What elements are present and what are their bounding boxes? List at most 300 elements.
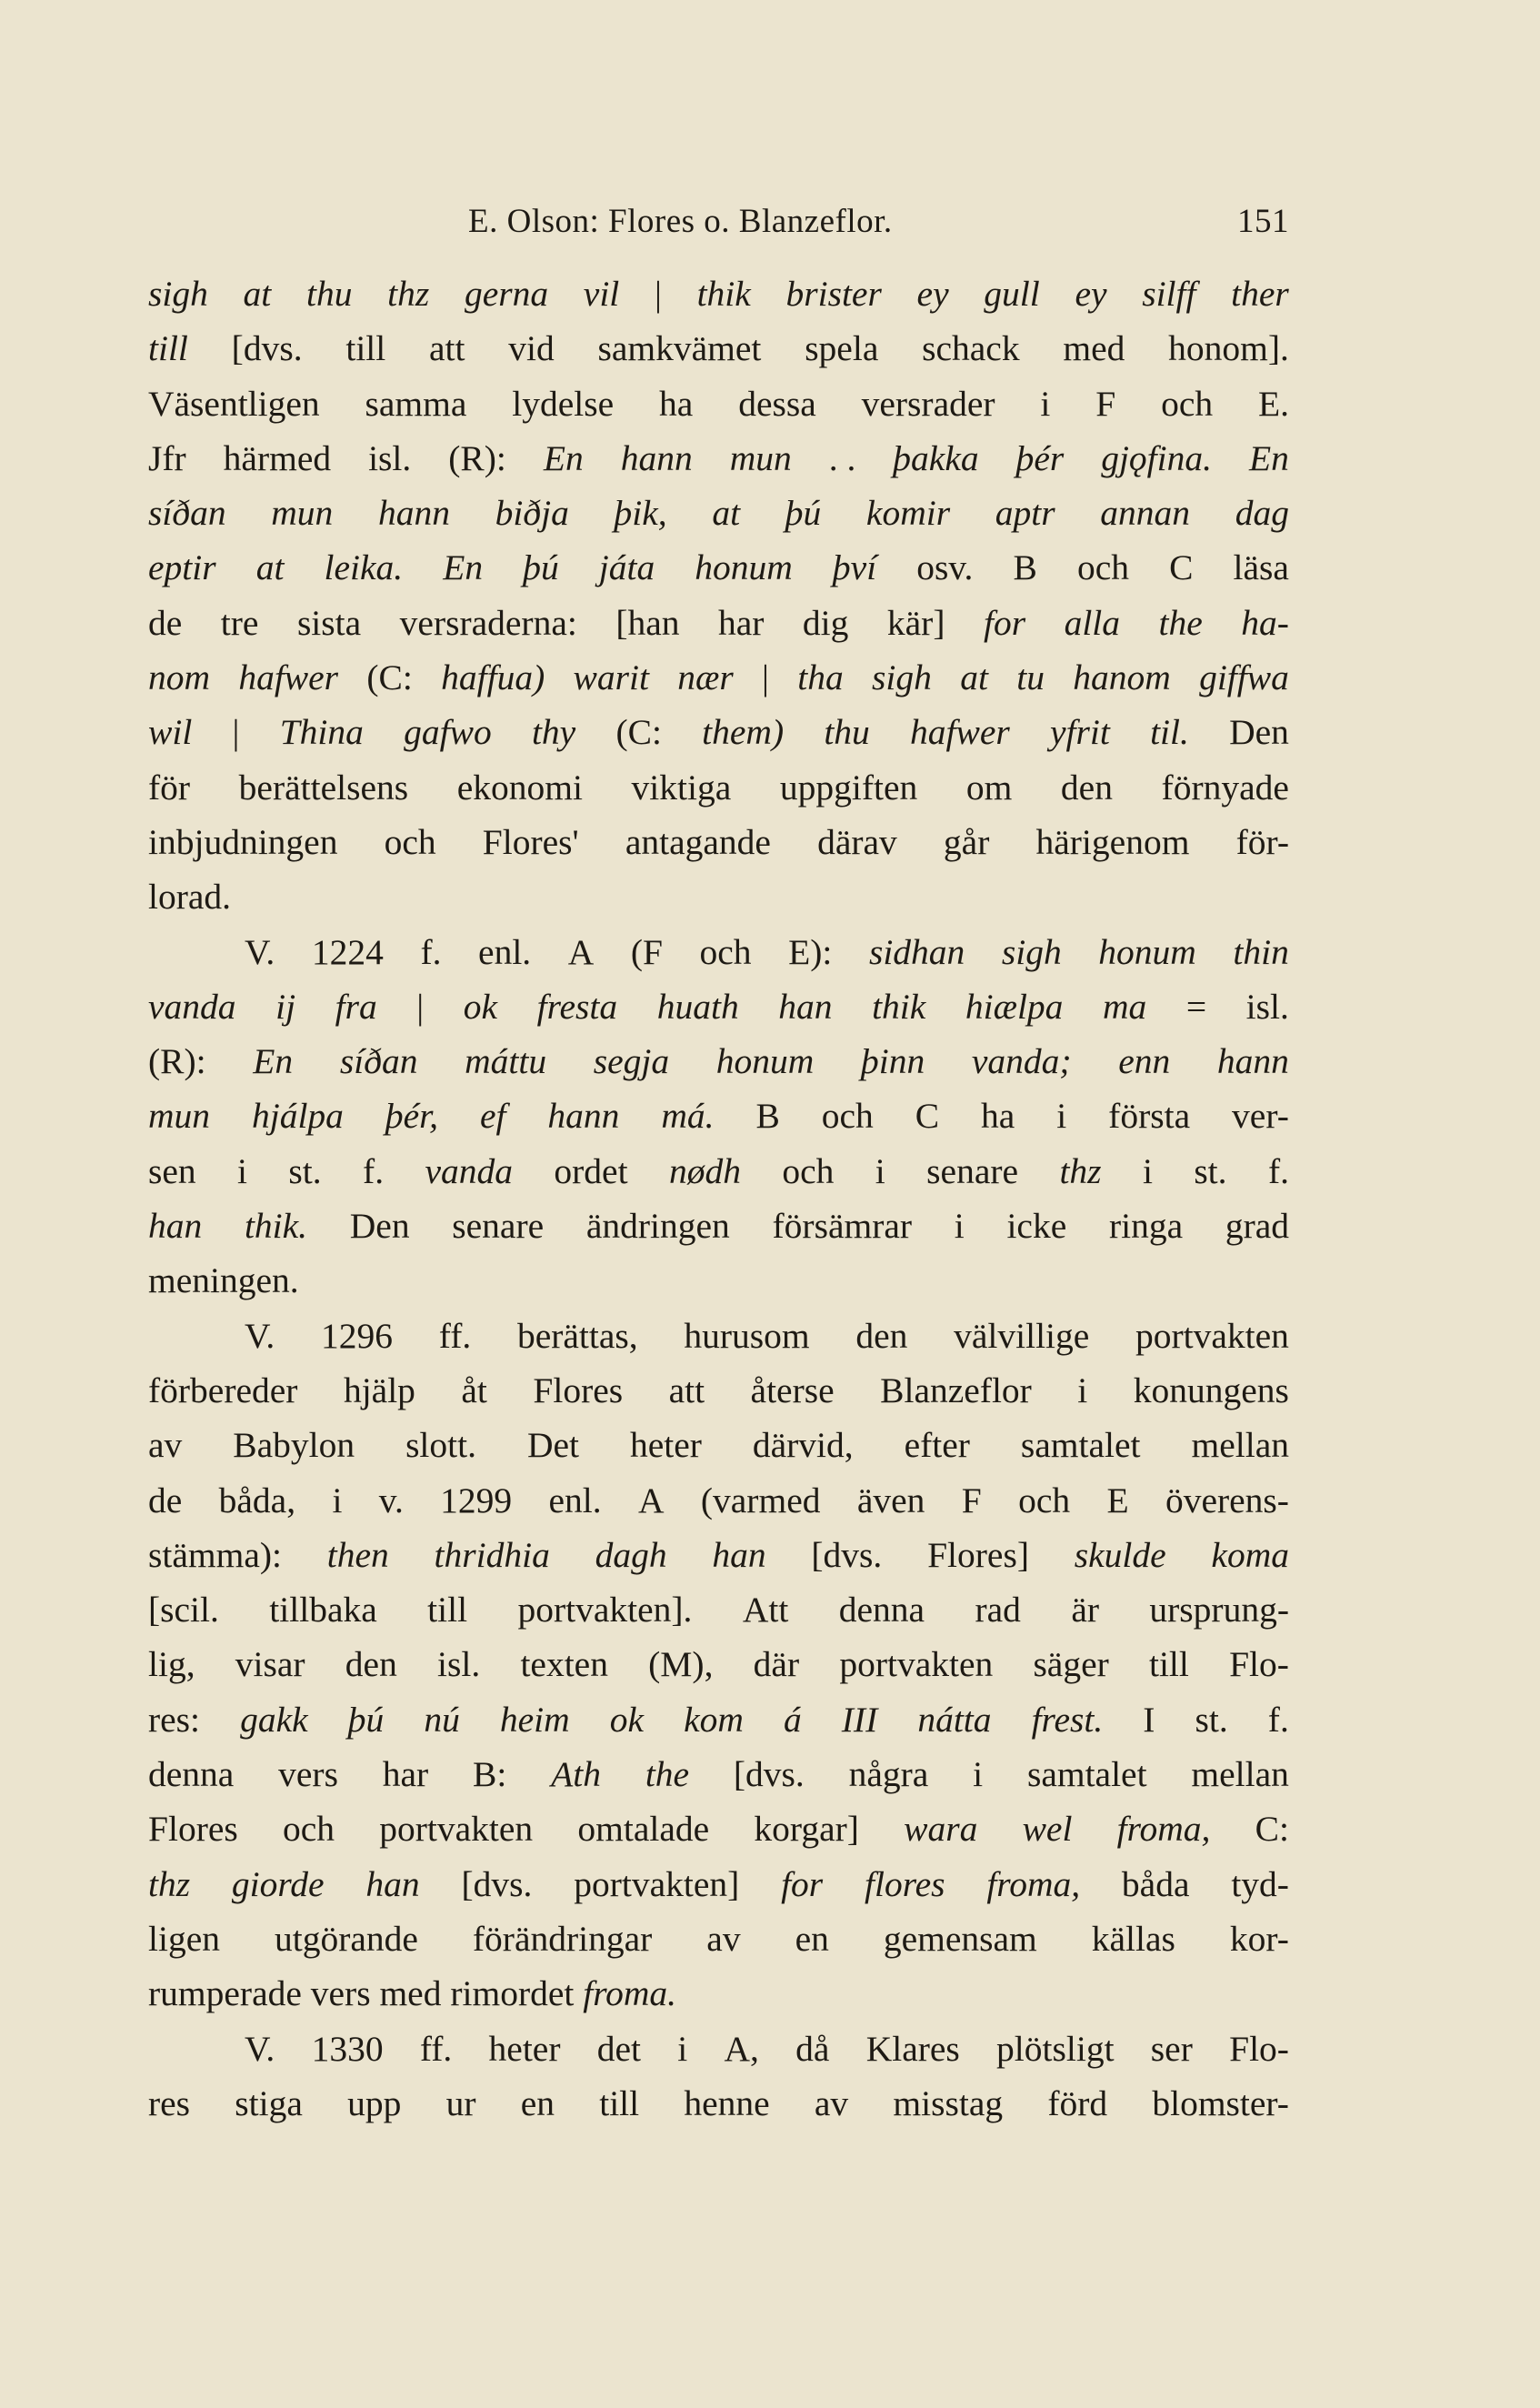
- word: hjálpa: [251, 1096, 344, 1137]
- word: stiga: [235, 2082, 303, 2123]
- word: aptr: [995, 493, 1055, 534]
- word: þú: [785, 493, 822, 534]
- word: gemensam: [883, 1918, 1037, 1959]
- word: sigh: [1001, 931, 1062, 972]
- word: [dvs.: [461, 1863, 533, 1904]
- word: kom: [684, 1699, 744, 1740]
- word: st.: [1195, 1699, 1228, 1740]
- word: (C:: [615, 712, 662, 753]
- word: vanda: [425, 1150, 514, 1191]
- word: hjälp: [343, 1370, 415, 1410]
- word: yfrit: [1050, 712, 1110, 753]
- word: en: [520, 2082, 555, 2123]
- word: Babylon: [233, 1425, 355, 1466]
- word: tha: [797, 657, 844, 698]
- word: III: [841, 1699, 878, 1740]
- text-line: [148, 1095, 1289, 1149]
- word: (F: [630, 931, 663, 972]
- word: [dvs.: [811, 1534, 883, 1575]
- word: hann: [620, 437, 693, 478]
- word: at: [960, 657, 988, 698]
- word: nødh: [668, 1150, 741, 1191]
- word: förnyade: [1161, 767, 1289, 808]
- word: honom].: [1168, 328, 1289, 369]
- word: i: [1142, 1150, 1153, 1191]
- word: thik.: [244, 1206, 308, 1247]
- word: denna: [148, 1754, 235, 1795]
- word: Flo-: [1229, 2028, 1289, 2069]
- word: thz: [148, 1863, 191, 1904]
- word: ij: [275, 986, 296, 1027]
- word: han: [148, 1206, 203, 1247]
- word: Flo-: [1229, 1644, 1289, 1685]
- word: haffua): [441, 657, 545, 698]
- word: i: [237, 1150, 248, 1191]
- word: st.: [1194, 1150, 1227, 1191]
- word: (varmed: [700, 1480, 821, 1520]
- text-line: [148, 327, 1289, 382]
- word: med: [1063, 328, 1125, 369]
- word: ekonomi: [456, 767, 583, 808]
- word: till: [427, 1590, 468, 1630]
- word: V.: [245, 931, 275, 972]
- word: dig: [802, 602, 849, 643]
- word: þik,: [614, 493, 667, 534]
- word: korgar]: [754, 1809, 859, 1850]
- word: Flores]: [927, 1534, 1029, 1575]
- word: portvakten].: [517, 1590, 693, 1630]
- word: thridhia: [434, 1534, 550, 1575]
- word: þakka: [893, 437, 979, 478]
- word: till: [1148, 1644, 1189, 1685]
- word: frest.: [1031, 1699, 1104, 1740]
- word: En: [253, 1041, 294, 1082]
- word: heter: [488, 2028, 561, 2069]
- word: ordet: [554, 1150, 628, 1191]
- word: I: [1143, 1699, 1155, 1740]
- word: hann: [377, 493, 450, 534]
- word: en: [795, 1918, 829, 1959]
- text-line: [148, 767, 1289, 821]
- word: Jfr: [148, 437, 186, 478]
- word: Den: [349, 1206, 410, 1247]
- word: försämrar: [772, 1206, 913, 1247]
- word: warit: [573, 657, 649, 698]
- word: samtalet: [1026, 1754, 1147, 1795]
- word: thu: [824, 712, 870, 753]
- word: kor-: [1229, 1918, 1289, 1959]
- word: plötsligt: [996, 2028, 1115, 2069]
- word: visar: [235, 1644, 305, 1685]
- word: tre: [220, 602, 259, 643]
- word: silff: [1142, 274, 1196, 314]
- word: enn: [1118, 1041, 1171, 1082]
- word: giorde: [231, 1863, 325, 1904]
- word: denna: [838, 1590, 925, 1630]
- word: |: [762, 657, 769, 698]
- word: blomster-: [1152, 2082, 1289, 2123]
- word: sen: [148, 1150, 196, 1191]
- word: ver-: [1232, 1096, 1289, 1137]
- word: C: [1169, 547, 1194, 588]
- word: läsa: [1233, 547, 1289, 588]
- word: En: [443, 547, 484, 588]
- word: mellan: [1191, 1425, 1289, 1466]
- word: froma,: [986, 1863, 1081, 1904]
- word: hafwer: [238, 657, 339, 698]
- word: [han: [615, 602, 680, 643]
- word: det: [596, 2028, 642, 2069]
- word: överens-: [1165, 1480, 1289, 1520]
- word: A: [638, 1480, 665, 1520]
- word: B:: [473, 1754, 507, 1795]
- word: ma: [1102, 986, 1147, 1027]
- word: ff.: [419, 2028, 453, 2069]
- word: härigenom: [1035, 821, 1190, 862]
- text-line: [148, 1808, 1289, 1862]
- word: [dvs.: [231, 328, 303, 369]
- word: har: [718, 602, 765, 643]
- text-line: [148, 1040, 1289, 1095]
- word: froma.: [583, 1973, 677, 2014]
- text-line: [148, 1863, 1289, 1918]
- word: Väsentligen: [148, 383, 320, 424]
- word: källas: [1091, 1918, 1175, 1959]
- word: några: [848, 1754, 929, 1795]
- word: ef: [479, 1096, 506, 1137]
- text-line: [148, 547, 1289, 601]
- word: má.: [661, 1096, 715, 1137]
- word: går: [943, 821, 990, 862]
- text-line: [148, 1972, 1289, 2027]
- word: Blanzeflor: [880, 1370, 1032, 1410]
- word: segja: [593, 1041, 670, 1082]
- word: heim: [499, 1699, 570, 1740]
- word: dagh: [595, 1534, 667, 1575]
- word: for: [983, 602, 1026, 643]
- word: de: [148, 602, 183, 643]
- word: senare: [926, 1150, 1019, 1191]
- word: |: [416, 986, 425, 1027]
- word: thik: [696, 274, 751, 314]
- word: thin: [1233, 931, 1289, 972]
- word: den: [855, 1315, 908, 1356]
- word: välvillige: [954, 1315, 1090, 1356]
- word: grad: [1225, 1206, 1289, 1247]
- word: osv.: [916, 547, 974, 588]
- word: viktiga: [631, 767, 732, 808]
- word: gakk: [240, 1699, 308, 1740]
- word: f.: [1267, 1150, 1289, 1191]
- word: gerna: [464, 274, 549, 314]
- word: E):: [788, 931, 833, 972]
- word: þér: [1015, 437, 1065, 478]
- word: þú: [523, 547, 559, 588]
- word: vid: [508, 328, 555, 369]
- word: (C:: [366, 657, 413, 698]
- word: |: [232, 712, 240, 753]
- text-line: [148, 437, 1289, 492]
- text-line: [148, 1370, 1289, 1424]
- word: i: [677, 2028, 688, 2069]
- word: then: [326, 1534, 389, 1575]
- word: isl.: [1245, 986, 1289, 1027]
- word: wel: [1022, 1809, 1073, 1850]
- word: F: [961, 1480, 982, 1520]
- text-line: [148, 273, 1289, 327]
- text-line: [148, 657, 1289, 711]
- word: thz: [387, 274, 430, 314]
- word: Thina: [279, 712, 364, 753]
- word: dag: [1235, 493, 1289, 534]
- word: tu: [1016, 657, 1045, 698]
- word: portvakten: [1135, 1315, 1289, 1356]
- word: hann: [1216, 1041, 1289, 1082]
- word: eptir: [148, 547, 216, 588]
- text-line: [148, 1480, 1289, 1534]
- word: ur: [445, 2082, 476, 2123]
- word: 1330: [311, 2028, 384, 2069]
- word: at: [255, 547, 285, 588]
- word: henne: [684, 2082, 770, 2123]
- word: nær: [677, 657, 734, 698]
- word: C:: [1255, 1809, 1289, 1850]
- word: att: [429, 328, 465, 369]
- word: i: [1056, 1096, 1067, 1137]
- text-line: [148, 1643, 1289, 1698]
- word: ha: [981, 1096, 1015, 1137]
- word: ursprung-: [1149, 1590, 1289, 1630]
- word: res:: [148, 1699, 201, 1740]
- word: schack: [922, 328, 1020, 369]
- word: froma,: [1116, 1809, 1211, 1850]
- word: därvid,: [752, 1425, 854, 1466]
- word: samma: [365, 383, 467, 424]
- word: komir: [865, 493, 951, 534]
- body-text: [148, 273, 1289, 2137]
- word: de: [148, 1480, 183, 1520]
- word: upp: [347, 2082, 402, 2123]
- word: huath: [656, 986, 739, 1027]
- word: i: [973, 1754, 984, 1795]
- word: då: [795, 2028, 830, 2069]
- word: f.: [1267, 1699, 1289, 1740]
- word: han: [365, 1863, 420, 1904]
- word: portvakten: [839, 1644, 994, 1685]
- running-title: E. Olson: Flores o. Blanzeflor.: [468, 203, 893, 240]
- word: gafwo: [404, 712, 492, 753]
- word: Ath: [551, 1754, 602, 1795]
- word: härmed: [223, 437, 332, 478]
- word: honum: [695, 547, 793, 588]
- word: lydelse: [512, 383, 615, 424]
- word: berättas,: [516, 1315, 638, 1356]
- word: ändringen: [585, 1206, 730, 1247]
- word: till: [345, 328, 386, 369]
- word: wara: [904, 1809, 978, 1850]
- word: har: [382, 1754, 429, 1795]
- word: samtalet: [1020, 1425, 1141, 1466]
- word: thy: [531, 712, 576, 753]
- word: omtalade: [577, 1809, 710, 1850]
- word: enl.: [478, 931, 532, 972]
- word: 1296: [321, 1315, 394, 1356]
- word: vil: [583, 274, 620, 314]
- word: á: [783, 1699, 802, 1740]
- word: Flores: [148, 1809, 238, 1850]
- word: i: [875, 1150, 885, 1191]
- word: av: [706, 1918, 741, 1959]
- word: efter: [904, 1425, 970, 1466]
- word: berättelsens: [238, 767, 409, 808]
- word: förd: [1047, 2082, 1108, 2123]
- word: icke: [1006, 1206, 1067, 1247]
- word: Klares: [865, 2028, 960, 2069]
- word: med: [379, 1973, 442, 2014]
- text-line: [148, 821, 1289, 876]
- word: þér,: [385, 1096, 439, 1137]
- word: hiælpa: [965, 986, 1064, 1027]
- word: f.: [363, 1150, 385, 1191]
- word: antagande: [625, 821, 771, 862]
- word: mun: [271, 493, 334, 534]
- word: st.: [288, 1150, 322, 1191]
- word: hanom: [1073, 657, 1171, 698]
- word: síðan: [148, 493, 226, 534]
- word: fresta: [536, 986, 618, 1027]
- word: meningen.: [148, 1260, 299, 1301]
- word: (R):: [148, 1041, 206, 1082]
- word: (R):: [448, 437, 506, 478]
- word: säger: [1033, 1644, 1109, 1685]
- text-line: [148, 492, 1289, 547]
- word: portvakten]: [574, 1863, 740, 1904]
- word: mellan: [1191, 1754, 1289, 1795]
- word: uppgiften: [779, 767, 918, 808]
- word: skulde: [1074, 1534, 1166, 1575]
- word: sista: [296, 602, 362, 643]
- word: för: [148, 767, 191, 808]
- word: (M),: [648, 1644, 714, 1685]
- word: them): [702, 712, 785, 753]
- text-line: [148, 2082, 1289, 2137]
- word: 1299: [440, 1480, 513, 1520]
- word: ey: [1075, 274, 1107, 314]
- word: om: [965, 767, 1013, 808]
- word: nom: [148, 657, 211, 698]
- word: och: [384, 821, 436, 862]
- text-line: [148, 383, 1289, 437]
- word: E.: [1257, 383, 1289, 424]
- word: inbjudningen: [148, 821, 338, 862]
- word: ok: [463, 986, 498, 1027]
- word: rumperade: [148, 1973, 302, 2014]
- word: thik: [872, 986, 926, 1027]
- word: síðan: [339, 1041, 418, 1082]
- word: tyd-: [1231, 1863, 1289, 1904]
- text-line: [148, 602, 1289, 657]
- text-line: [148, 1315, 1289, 1370]
- text-line: [148, 1699, 1289, 1753]
- word: hann: [547, 1096, 620, 1137]
- word: kär]: [886, 602, 945, 643]
- word: ok: [609, 1699, 645, 1740]
- word: första: [1108, 1096, 1191, 1137]
- word: honum: [1098, 931, 1196, 972]
- word: i: [1077, 1370, 1088, 1410]
- word: alla: [1064, 602, 1121, 643]
- word: åt: [461, 1370, 487, 1410]
- word: C: [915, 1096, 940, 1137]
- word: och: [782, 1150, 835, 1191]
- word: gull: [984, 274, 1040, 314]
- word: res: [148, 2082, 191, 2123]
- word: versrader: [861, 383, 995, 424]
- word: flores: [865, 1863, 945, 1904]
- word: lig,: [148, 1644, 195, 1685]
- word: versraderna:: [399, 602, 577, 643]
- word: utgörande: [274, 1918, 418, 1959]
- word: at: [243, 274, 272, 314]
- word: förbereder: [148, 1370, 298, 1410]
- word: och: [821, 1096, 874, 1137]
- word: mun: [148, 1096, 211, 1137]
- word: förändringar: [472, 1918, 653, 1959]
- word: dessa: [738, 383, 816, 424]
- word: till: [148, 328, 188, 369]
- word: 1224: [311, 931, 384, 972]
- word: ey: [916, 274, 949, 314]
- word: annan: [1100, 493, 1191, 534]
- word: Flores': [482, 821, 579, 862]
- word: ringa: [1108, 1206, 1184, 1247]
- word: En: [543, 437, 584, 478]
- word: því: [832, 547, 877, 588]
- word: F: [1095, 383, 1116, 424]
- word: enl.: [548, 1480, 602, 1520]
- word: koma: [1211, 1534, 1289, 1575]
- word: honum: [715, 1041, 815, 1082]
- text-line: [148, 1150, 1289, 1205]
- text-line: [148, 876, 1289, 930]
- word: hafwer: [910, 712, 1010, 753]
- word: rimordet: [450, 1973, 575, 2014]
- text-line: [148, 1205, 1289, 1259]
- word: sidhan: [868, 931, 965, 972]
- word: vanda: [148, 986, 236, 1027]
- word: tillbaka: [269, 1590, 377, 1630]
- word: samkvämet: [597, 328, 762, 369]
- word: . .: [828, 437, 856, 478]
- text-line: [148, 986, 1289, 1040]
- word: thz: [1059, 1150, 1102, 1191]
- word: til.: [1150, 712, 1189, 753]
- word: båda,: [218, 1480, 296, 1520]
- word: spela: [805, 328, 879, 369]
- word: [dvs.: [733, 1754, 805, 1795]
- word: sigh: [148, 274, 208, 314]
- word: wil: [148, 712, 193, 753]
- word: f.: [420, 931, 442, 972]
- word: därav: [817, 821, 897, 862]
- word: ligen: [148, 1918, 220, 1959]
- word: máttu: [465, 1041, 547, 1082]
- word: konungens: [1133, 1370, 1289, 1410]
- text-line: [148, 2028, 1289, 2082]
- word: han: [712, 1534, 766, 1575]
- word: vanda;: [971, 1041, 1072, 1082]
- word: av: [814, 2082, 849, 2123]
